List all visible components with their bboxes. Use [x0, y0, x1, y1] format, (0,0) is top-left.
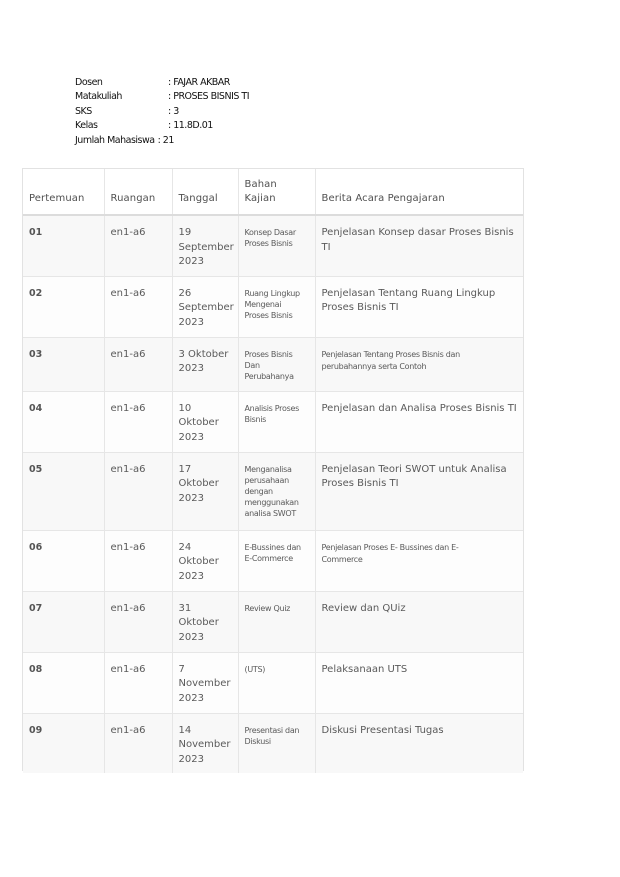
- cell-tanggal: [172, 391, 238, 452]
- cell-berita-acara: [315, 337, 523, 391]
- tanggal-line: 2023: [178, 631, 204, 643]
- tanggal-line: 19: [178, 227, 192, 238]
- cell-tanggal: [172, 276, 238, 337]
- table-head: [23, 169, 523, 215]
- jumlah-value: : 21: [157, 134, 174, 146]
- tanggal-line: 7: [178, 663, 185, 675]
- sks-value: : 3: [168, 105, 179, 117]
- bahan-line: E-Bussines dan: [244, 542, 301, 552]
- cell-tanggal: [172, 452, 238, 530]
- bahan-line: analisa SWOT: [244, 508, 297, 518]
- cell-bahan-kajian: [238, 591, 315, 652]
- cell-berita-acara: [315, 276, 523, 337]
- cell-ruangan: en1-a6: [104, 276, 172, 337]
- tanggal-line: November: [178, 739, 231, 750]
- cell-bahan-kajian: [238, 276, 315, 337]
- berita-line: Proses Bisnis TI: [321, 478, 399, 489]
- teaching-log-table: [22, 168, 524, 771]
- info-row-dosen: [75, 75, 249, 90]
- info-row-matakuliah: [75, 90, 249, 105]
- tanggal-line: 17: [178, 463, 192, 475]
- dosen-label: Dosen: [75, 76, 103, 88]
- tanggal-line: 2023: [178, 363, 204, 374]
- cell-bahan-kajian: [238, 452, 315, 530]
- info-row-sks: [75, 104, 249, 119]
- cell-berita-acara: [315, 591, 523, 652]
- bahan-line: Dan: [244, 360, 260, 370]
- berita-line: Penjelasan Tentang Proses Bisnis dan: [321, 349, 460, 359]
- berita-line: Diskusi Presentasi Tugas: [321, 724, 444, 736]
- tanggal-line: 3 Oktober: [178, 348, 229, 360]
- table-row: [23, 530, 523, 591]
- matakuliah-label: Matakuliah: [75, 91, 122, 103]
- tanggal-line: Oktober: [178, 617, 219, 628]
- header-pertemuan: Pertemuan: [23, 169, 104, 215]
- cell-berita-acara: [315, 452, 523, 530]
- tanggal-line: 2023: [178, 431, 204, 443]
- header-ruangan: Ruangan: [104, 169, 172, 215]
- header-bahan-kajian: [238, 169, 315, 215]
- tanggal-line: 2023: [178, 753, 204, 765]
- berita-line: Penjelasan Proses E- Bussines dan E-: [321, 542, 459, 552]
- berita-line: Penjelasan dan Analisa Proses Bisnis TI: [321, 402, 517, 414]
- berita-line: Commerce: [321, 554, 363, 564]
- tanggal-line: September: [178, 302, 234, 313]
- bahan-line: E-Commerce: [244, 553, 293, 563]
- header-row: [23, 169, 523, 215]
- header-berita-acara: Berita Acara Pengajaran: [321, 193, 445, 204]
- cell-berita-acara: [315, 215, 523, 276]
- table: [23, 169, 523, 773]
- tanggal-line: 2023: [178, 570, 204, 582]
- table-row: [23, 652, 523, 713]
- dosen-value: : FAJAR AKBAR: [168, 76, 230, 88]
- bahan-line: menggunakan: [244, 497, 299, 507]
- cell-ruangan: en1-a6: [104, 452, 172, 530]
- tanggal-line: 26: [178, 287, 192, 299]
- bahan-line: Diskusi: [244, 736, 271, 746]
- cell-pertemuan: 08: [23, 652, 104, 713]
- bahan-line: Presentasi dan: [244, 725, 300, 735]
- tanggal-line: 14: [178, 724, 192, 736]
- cell-pertemuan: 02: [23, 276, 104, 337]
- bahan-line: Mengenai: [244, 299, 282, 309]
- table-row: [23, 591, 523, 652]
- tanggal-line: September: [178, 241, 234, 253]
- jumlah-label: Jumlah Mahasiswa: [75, 134, 155, 146]
- cell-tanggal: [172, 215, 238, 276]
- tanggal-line: November: [178, 678, 231, 689]
- cell-ruangan: en1-a6: [104, 391, 172, 452]
- table-row: [23, 215, 523, 276]
- cell-ruangan: en1-a6: [104, 337, 172, 391]
- bahan-line: Menganalisa: [244, 464, 292, 474]
- cell-bahan-kajian: [238, 215, 315, 276]
- bahan-line: (UTS): [244, 664, 266, 674]
- cell-ruangan: en1-a6: [104, 652, 172, 713]
- tanggal-line: Oktober: [178, 417, 219, 428]
- tanggal-line: 10: [178, 402, 192, 414]
- cell-tanggal: [172, 652, 238, 713]
- berita-line: Review dan QUiz: [321, 602, 406, 614]
- cell-berita-acara: [315, 391, 523, 452]
- course-info: [75, 75, 249, 148]
- cell-bahan-kajian: [238, 652, 315, 713]
- bahan-line: Analisis Proses: [244, 403, 299, 413]
- kelas-label: Kelas: [75, 120, 98, 132]
- table-row: [23, 452, 523, 530]
- cell-tanggal: [172, 591, 238, 652]
- cell-pertemuan: 03: [23, 337, 104, 391]
- cell-bahan-kajian: [238, 337, 315, 391]
- bahan-line: Proses Bisnis: [244, 239, 293, 248]
- cell-berita-acara: [315, 713, 523, 773]
- cell-berita-acara: [315, 530, 523, 591]
- berita-line: Proses Bisnis TI: [321, 302, 399, 313]
- cell-tanggal: [172, 530, 238, 591]
- cell-berita-acara: [315, 652, 523, 713]
- tanggal-line: 24: [178, 541, 192, 553]
- bahan-line: Konsep Dasar: [244, 228, 296, 237]
- cell-pertemuan: 04: [23, 391, 104, 452]
- bahan-line: Ruang Lingkup: [244, 288, 300, 298]
- berita-line: Penjelasan Konsep dasar Proses Bisnis: [321, 227, 514, 238]
- cell-bahan-kajian: [238, 713, 315, 773]
- info-row-jumlah: [75, 133, 249, 148]
- tanggal-line: 2023: [178, 692, 204, 704]
- berita-line: TI: [321, 241, 331, 253]
- tanggal-line: Oktober: [178, 478, 219, 489]
- cell-pertemuan: 09: [23, 713, 104, 773]
- tanggal-line: Oktober: [178, 556, 219, 567]
- bahan-line: Proses Bisnis: [244, 349, 293, 359]
- berita-line: Penjelasan Teori SWOT untuk Analisa: [321, 463, 507, 475]
- cell-ruangan: en1-a6: [104, 215, 172, 276]
- table-row: [23, 337, 523, 391]
- bahan-line: Perubahanya: [244, 371, 294, 381]
- cell-bahan-kajian: [238, 391, 315, 452]
- header-tanggal: Tanggal: [172, 169, 238, 215]
- tanggal-line: 31: [178, 602, 192, 614]
- table-row: [23, 391, 523, 452]
- cell-pertemuan: 05: [23, 452, 104, 530]
- matakuliah-value: : PROSES BISNIS TI: [168, 91, 250, 103]
- berita-line: Pelaksanaan UTS: [321, 663, 408, 675]
- table-row: [23, 276, 523, 337]
- kelas-value: : 11.8D.01: [168, 120, 213, 132]
- header-bahan-line1: Bahan: [244, 179, 277, 190]
- sks-label: SKS: [75, 105, 92, 117]
- cell-ruangan: en1-a6: [104, 530, 172, 591]
- info-row-kelas: [75, 119, 249, 134]
- bahan-line: Bisnis: [244, 414, 267, 424]
- cell-ruangan: en1-a6: [104, 713, 172, 773]
- cell-pertemuan: 07: [23, 591, 104, 652]
- berita-line: perubahannya serta Contoh: [321, 361, 427, 371]
- tanggal-line: 2023: [178, 492, 204, 504]
- cell-tanggal: [172, 713, 238, 773]
- cell-tanggal: [172, 337, 238, 391]
- berita-line: Penjelasan Tentang Ruang Lingkup: [321, 287, 496, 299]
- bahan-line: Review Quiz: [244, 603, 291, 613]
- cell-ruangan: en1-a6: [104, 591, 172, 652]
- bahan-line: perusahaan: [244, 475, 289, 485]
- header-bahan-line2: Kajian: [244, 193, 276, 204]
- bahan-line: dengan: [244, 486, 273, 496]
- cell-pertemuan: 06: [23, 530, 104, 591]
- tanggal-line: 2023: [178, 316, 204, 328]
- cell-pertemuan: 01: [23, 215, 104, 276]
- bahan-line: Proses Bisnis: [244, 310, 293, 320]
- table-body: [23, 215, 523, 773]
- tanggal-line: 2023: [178, 256, 204, 267]
- cell-bahan-kajian: [238, 530, 315, 591]
- table-row: [23, 713, 523, 773]
